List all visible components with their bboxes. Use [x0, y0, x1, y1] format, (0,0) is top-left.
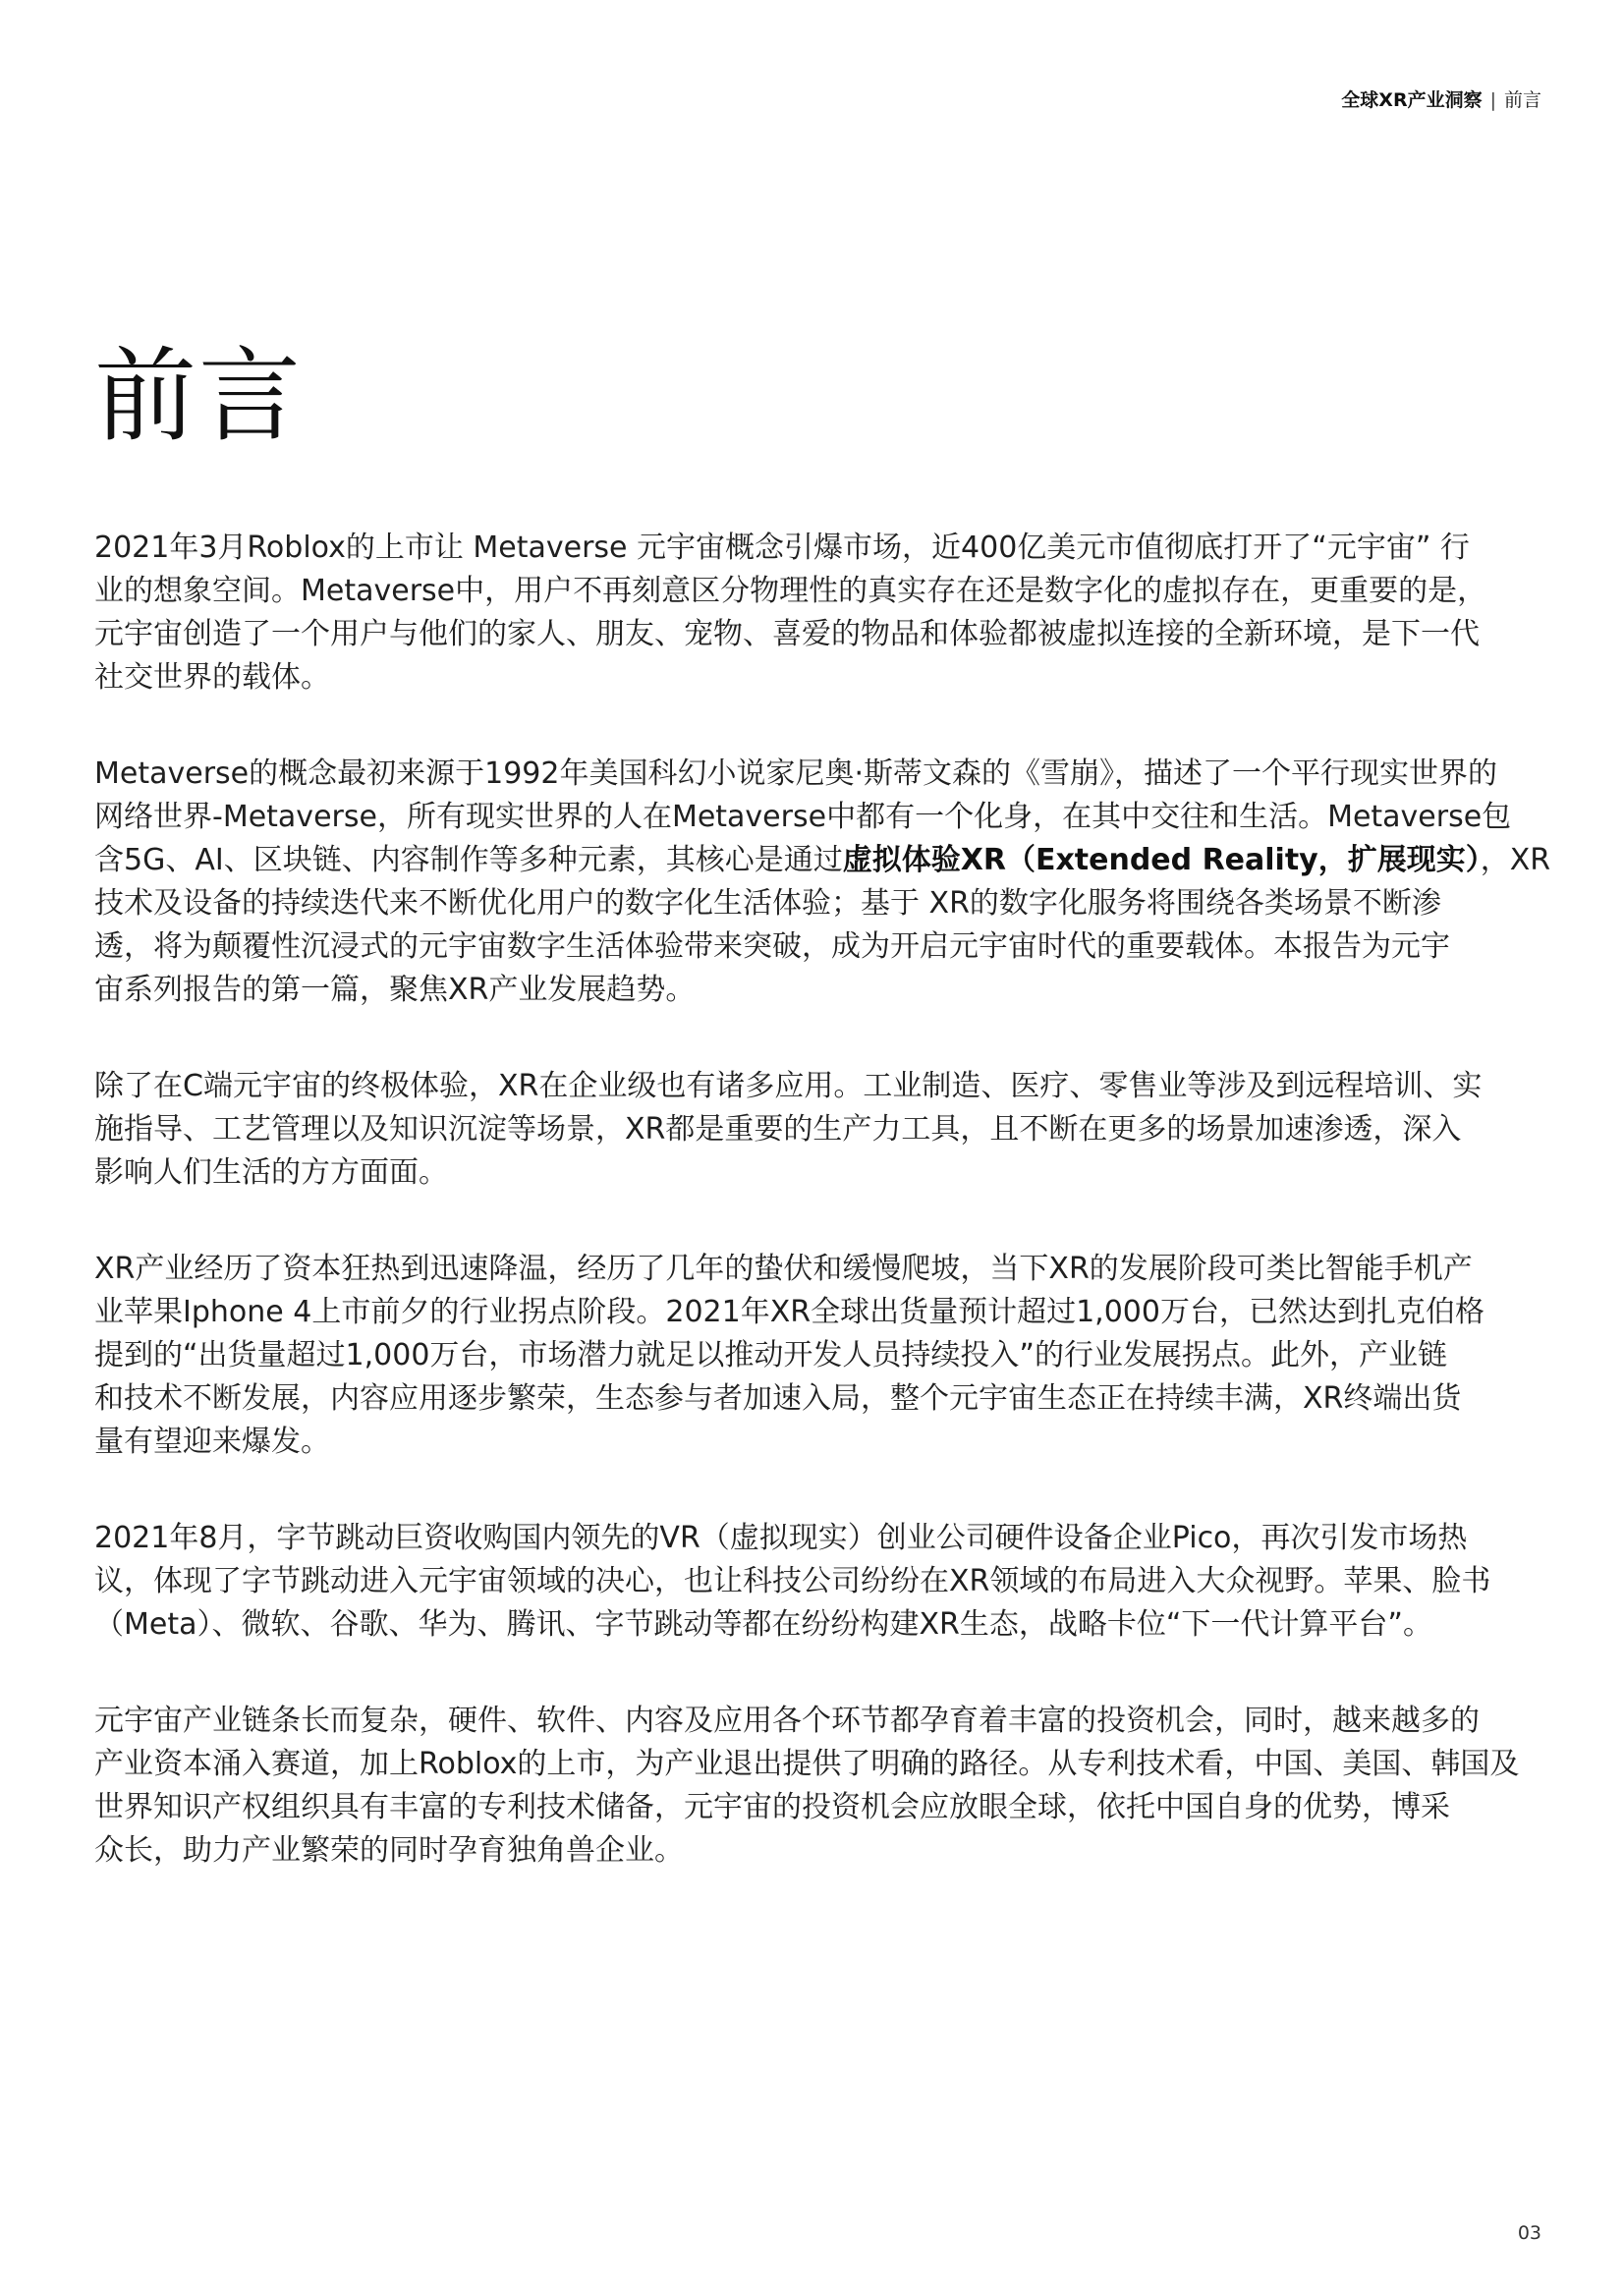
- paragraph-1: 2021年3月Roblox的上市让 Metaverse 元宇宙概念引爆市场，近400亿美元市值彻底打开了“元宇宙” 行 业的想象空间。Metaverse中，用户不再刻意区分物理性的真实存在还是数字化的虚拟存在，更重要的是， 元宇宙创造了一个用户与他们的家人、朋友、宠物、喜爱的物品和体验都被虚拟连接的全新环境，是下一代 社交世界的载体。: [94, 531, 1487, 695]
- paragraph-4: XR产业经历了资本狂热到迅速降温，经历了几年的蛰伏和缓慢爬坡，当下XR的发展阶段可类比智能手机产 业苹果Iphone 4上市前夕的行业拐点阶段。2021年XR全球出货量预计超过1,000万台，已然达到扎克伯格 提到的“出货量超过1,000万台，市场潜力就足以推动开发人员持续投入”的行业发展拐点。此外，产业链 和技术不断发展，内容应用逐步繁荣，生态参与者加速入局，整个元宇宙生态正在持续丰满，XR终端出货 量有望迎来爆发。: [94, 1252, 1484, 1459]
- header-separator: |: [1489, 89, 1496, 111]
- running-header: [1341, 86, 1541, 114]
- paragraph-3: 除了在C端元宇宙的终极体验，XR在企业级也有诸多应用。工业制造、医疗、零售业等涉及到远程培训、实 施指导、工艺管理以及知识沉淀等场景，XR都是重要的生产力工具，且不断在更多的场景加速渗透，深入 影响人们生活的方方面面。: [94, 1069, 1483, 1190]
- header-section-name: 全球XR产业洞察: [1341, 89, 1483, 111]
- paragraph-5: 2021年8月，字节跳动巨资收购国内领先的VR（虚拟现实）创业公司硬件设备企业Pico，再次引发市场热 议，体现了字节跳动进入元宇宙领域的决心，也让科技公司纷纷在XR领域的布局进入大众视野。苹果、脸书 （Meta）、微软、谷歌、华为、腾讯、字节跳动等都在纷纷构建XR生态，战略卡位“下一代计算平台”。: [94, 1521, 1491, 1642]
- page-title: 前言: [94, 336, 304, 456]
- paragraph-2-tail: ，XR 技术及设备的持续迭代来不断优化用户的数字化生活体验；基于 XR的数字化服务将围绕各类场景不断渗 透，将为颠覆性沉浸式的元宇宙数字生活体验带来突破，成为开启元宇宙时代的重要载体。本报告为元宇 宙系列报告的第一篇，聚焦XR产业发展趋势。: [94, 843, 1551, 1007]
- paragraph-6: 元宇宙产业链条长而复杂，硬件、软件、内容及应用各个环节都孕育着丰富的投资机会，同时，越来越多的 产业资本涌入赛道，加上Roblox的上市，为产业退出提供了明确的路径。从专利技术看，中国、美国、韩国及 世界知识产权组织具有丰富的专利技术储备，元宇宙的投资机会应放眼全球，依托中国自身的优势，博采 众长，助力产业繁荣的同时孕育独角兽企业。: [94, 1704, 1520, 1868]
- paragraph-2: [94, 753, 1568, 1012]
- header-chapter-name: 前言: [1503, 89, 1541, 111]
- page-number: 03: [1517, 2222, 1541, 2244]
- paragraph-2-lead: Metaverse的概念最初来源于1992年美国科幻小说家尼奥·斯蒂文森的《雪崩》，描述了一个平行现实世界的 网络世界-Metaverse，所有现实世界的人在Metaverse中都有一个化身，在其中交往和生活。Metaverse包 含5G、AI、区块链、内容制作等多种元素，其核心是通过: [94, 756, 1512, 877]
- paragraph-2-emphasis: 虚拟体验XR（Extended Reality，扩展现实）: [842, 843, 1481, 877]
- body-text: [94, 527, 1568, 1926]
